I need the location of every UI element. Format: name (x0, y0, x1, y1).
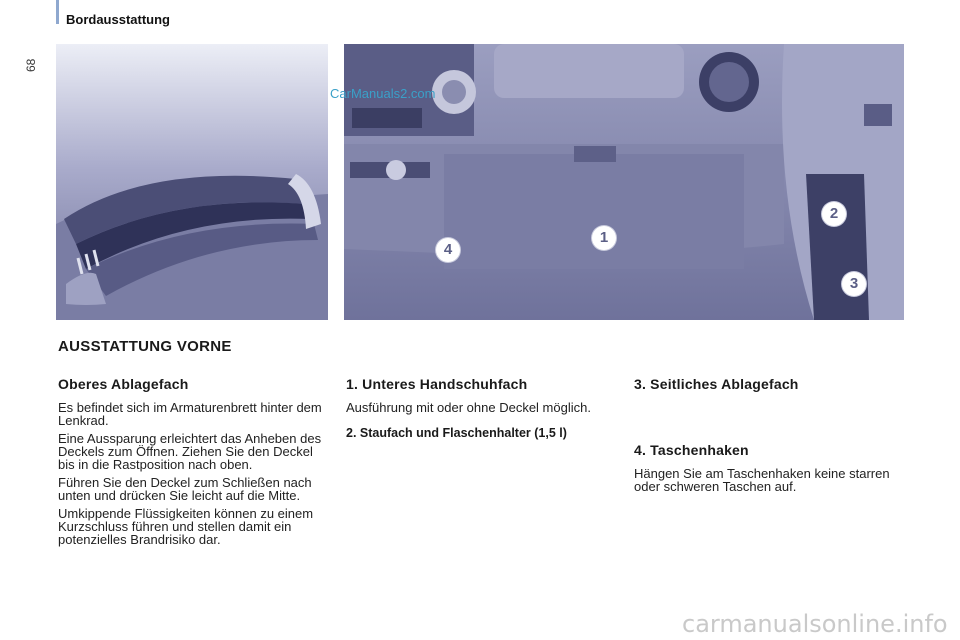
callout-3: 3 (842, 272, 866, 296)
column-side-compartment (634, 376, 914, 498)
upper-compartment-paragraph: Führen Sie den Deckel zum Schließen nach unten und drücken Sie leicht auf die Mitte. (58, 475, 312, 503)
top-watermark: CarManuals2.com (330, 86, 436, 101)
callout-2: 2 (822, 202, 846, 226)
upper-compartment-heading: Oberes Ablagefach (58, 376, 189, 392)
section-title: AUSSTATTUNG VORNE (58, 338, 232, 355)
header-title: Bordausstattung (66, 12, 170, 27)
bag-hook-heading: 4. Taschenhaken (634, 442, 749, 458)
column-glovebox (346, 376, 626, 440)
upper-compartment-paragraph: Es befindet sich im Armaturenbrett hinter dem Lenkrad. (58, 400, 322, 428)
column-upper-compartment (58, 376, 328, 551)
side-compartment-heading: 3. Seitliches Ablagefach (634, 376, 799, 392)
upper-compartment-paragraph: Eine Aussparung erleichtert das Anheben des Deckels zum Öffnen. Ziehen Sie den Deckel bis in die Rastposition nach oben. (58, 431, 322, 472)
header-accent-bar (56, 0, 59, 24)
bag-hook-text: Hängen Sie am Taschenhaken keine starren oder schweren Taschen auf. (634, 466, 890, 494)
callout-1: 1 (592, 226, 616, 250)
glovebox-text: Ausführung mit oder ohne Deckel möglich. (346, 400, 591, 415)
page-number: 68 (24, 58, 38, 72)
callout-4: 4 (436, 238, 460, 262)
upper-compartment-paragraph: Umkippende Flüssigkeiten können zu einem Kurzschluss führen und stellen damit ein potenzielles Brandrisiko dar. (58, 506, 314, 547)
footer-watermark: carmanualsonline.info (682, 610, 948, 638)
glovebox-heading: 1. Unteres Handschuhfach (346, 376, 528, 392)
upper-compartment-photo (56, 44, 328, 320)
bottle-holder-heading: 2. Staufach und Flaschenhalter (1,5 l) (346, 426, 567, 440)
